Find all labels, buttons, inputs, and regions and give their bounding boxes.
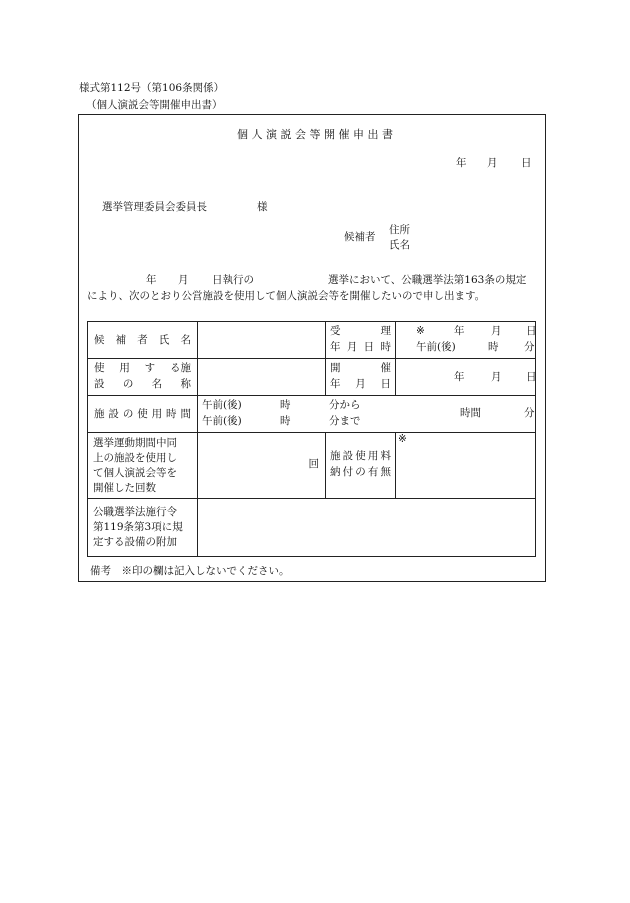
candidate-label: 候補者: [344, 231, 376, 243]
field-facility-name[interactable]: [198, 359, 326, 396]
receipt-mark: ※: [416, 325, 425, 337]
label-held-date: 開 催 年 月 日: [326, 359, 396, 396]
form-number: 様式第112号（第106条関係）: [79, 82, 225, 94]
field-usage-count[interactable]: [198, 433, 326, 499]
duration-hour-unit: 時間: [460, 407, 481, 419]
field-usage-time[interactable]: 午前(後) 時 分から 午前(後) 時 分まで 時間 分: [198, 396, 536, 433]
remarks: 備考 ※印の欄は記入しないでください。: [90, 565, 290, 577]
label-fee-payment: 施 設 使 用 料 納 付 の 有 無: [326, 433, 396, 499]
duration-minute-unit: 分: [524, 407, 535, 419]
row-equipment: [88, 499, 536, 557]
field-fee-payment: [396, 433, 536, 499]
intro-year: 年: [146, 274, 157, 286]
addressee-honorific: 様: [257, 201, 268, 213]
field-candidate-name[interactable]: [198, 322, 326, 359]
row-usage-time: [88, 396, 536, 433]
count-unit: 回: [308, 458, 319, 470]
intro-line1-rest: 選挙において、公職選挙法第163条の規定: [328, 274, 527, 286]
field-equipment[interactable]: [198, 499, 536, 557]
candidate-address-label: 住所: [389, 224, 410, 236]
form-title: 個 人 演 説 会 等 開 催 申 出 書: [237, 128, 393, 141]
intro-month: 月: [178, 274, 189, 286]
addressee-name: 選挙管理委員会委員長: [102, 201, 207, 213]
intro-line2: により、次のとおり公営施設を使用して個人演説会等を開催したいので申し出ます。: [87, 290, 486, 302]
label-equipment: 公職選挙法施行令 第119条第3項に規 定する設備の附加: [88, 499, 198, 557]
date-month: 月: [487, 157, 498, 169]
label-candidate-name: 候 補 者 氏 名: [88, 322, 198, 359]
candidate-name-label: 氏名: [389, 239, 410, 251]
date-day: 日: [521, 157, 532, 169]
label-facility-name: 使 用 す る施 設 の 名 称: [88, 359, 198, 396]
row-facility-name: [88, 359, 536, 396]
row-usage-count: [88, 433, 536, 499]
label-usage-time: 施 設 の 使 用 時 間: [88, 396, 198, 433]
date-year: 年: [456, 157, 467, 169]
label-usage-count: 選挙運動期間中同 上の施設を使用し て個人演説会等を 開催した回数: [88, 433, 198, 499]
row-candidate-name: [88, 322, 536, 359]
fee-mark: ※: [398, 433, 407, 445]
form-subtitle: （個人演説会等開催申出書）: [86, 99, 223, 111]
application-table: [87, 321, 536, 557]
intro-day-exec: 日執行の: [212, 274, 254, 286]
field-held-date[interactable]: 年 月 日: [396, 359, 536, 396]
label-receipt: 受 理 年 月 日 時: [326, 322, 396, 359]
field-receipt-datetime: ※ 年 月 日 午前(後) 時 分: [396, 322, 536, 359]
